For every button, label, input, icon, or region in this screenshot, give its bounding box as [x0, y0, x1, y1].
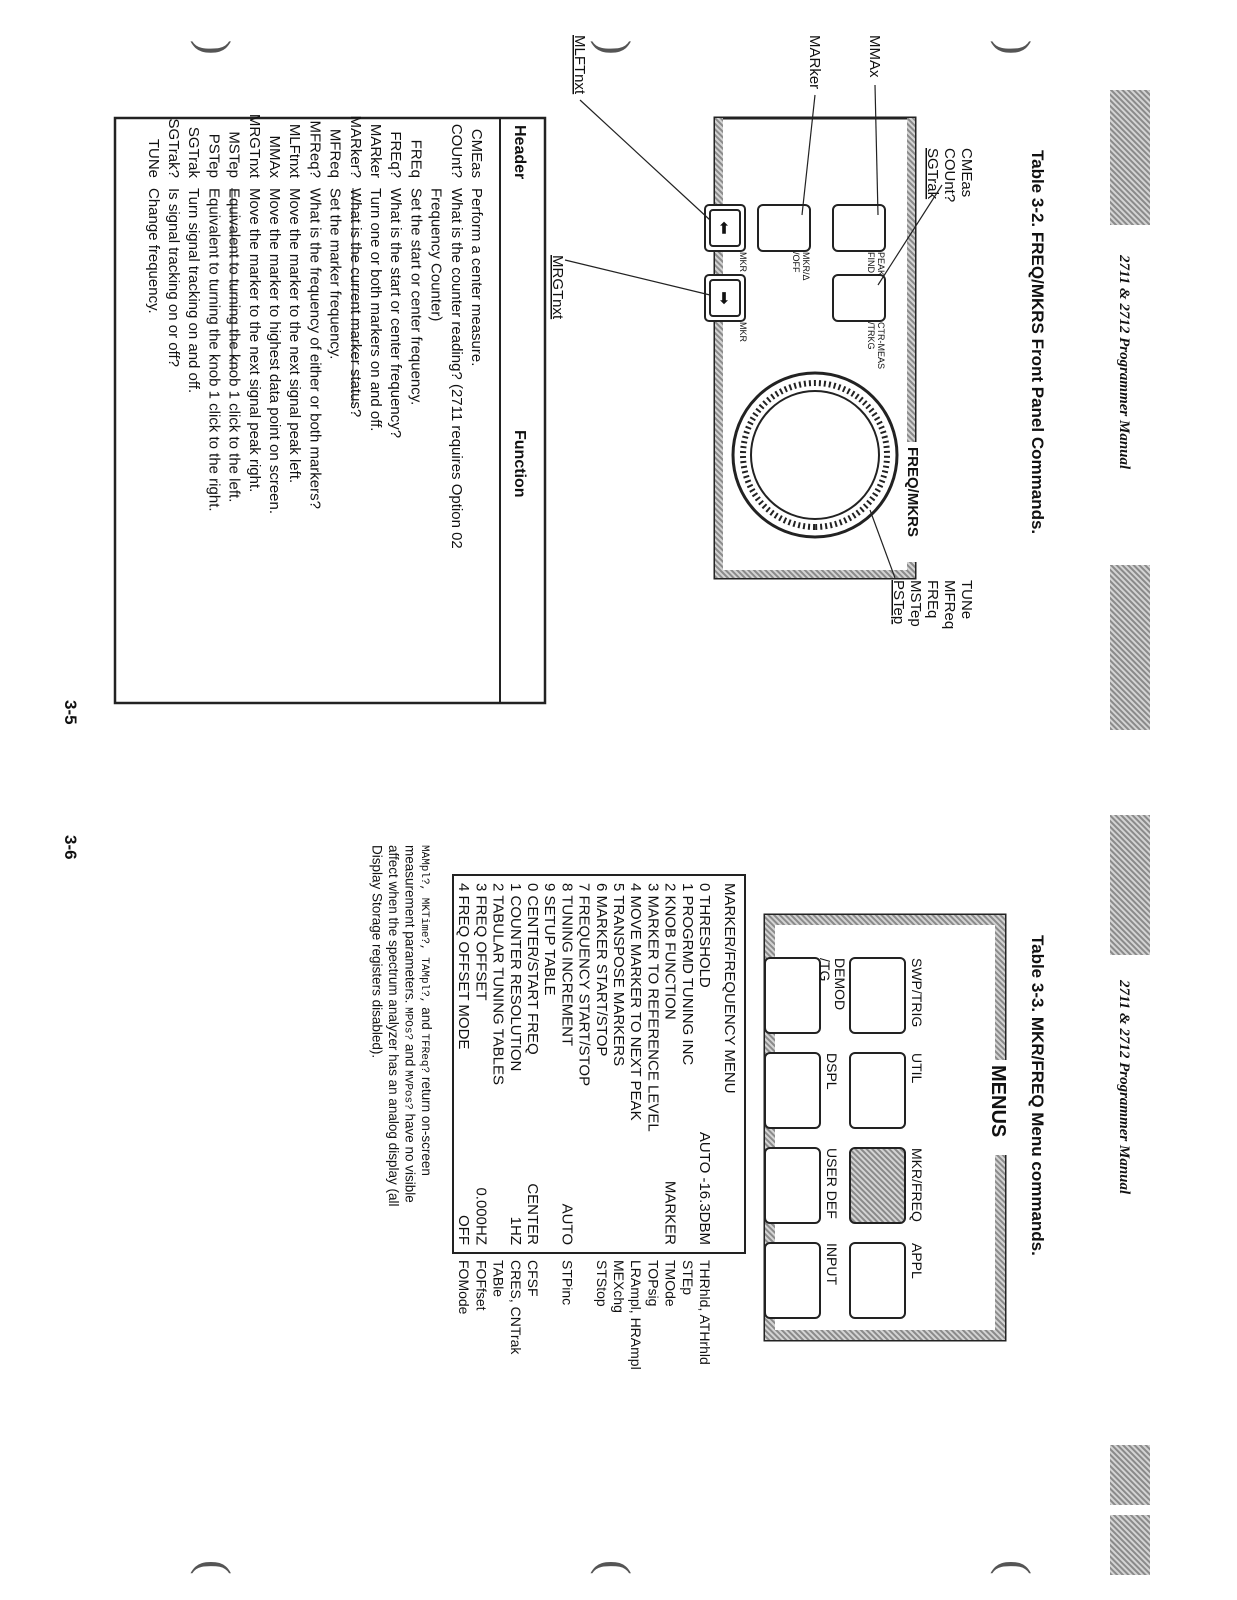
- menu-item: 2 TABULAR TUNING TABLES: [489, 883, 507, 1086]
- menu-item: 5 TRANSPOSE MARKERS: [610, 883, 627, 1067]
- header-stripe-right: [1110, 1445, 1150, 1505]
- leader-mrgtnxt: [565, 260, 710, 295]
- row-function: Set the marker frequency.: [326, 188, 344, 360]
- menu-key-label: DSPL: [824, 1053, 840, 1090]
- page-3-5: [61, 35, 1150, 730]
- menu-key[interactable]: [850, 1053, 905, 1128]
- binding-hole-mark: ): [190, 40, 239, 55]
- binding-hole-mark: (: [990, 1560, 1039, 1575]
- diagram-right-label: PSTep: [890, 580, 907, 625]
- menu-key[interactable]: [765, 958, 820, 1033]
- menu-item-value: CENTER: [524, 1183, 541, 1245]
- row-function: Move the marker to the next signal peak right.: [245, 188, 263, 493]
- menu-item: 0 THRESHOLD: [696, 883, 713, 988]
- diagram-right-label: TUNe: [958, 580, 975, 620]
- menu-item-value: AUTO: [558, 1203, 576, 1245]
- header-col: Header: [511, 125, 528, 180]
- menu-command: THRhld, ATHrhld: [697, 1260, 713, 1365]
- row-header: MFReq?: [306, 120, 324, 178]
- menu-item-value: MARKER: [661, 1180, 679, 1245]
- ctr-meas-key[interactable]: [833, 275, 885, 321]
- key-label: /OFF: [791, 252, 801, 273]
- note-line: MAMpl?, MKTime?, TAMpl?, and TFReq? return on-screen: [418, 845, 434, 1176]
- note-line: measurement parameters. MPOs? and MVPos? have no visible: [401, 845, 418, 1203]
- header-stripe-left: [1110, 815, 1150, 955]
- panel-hatch-bottom: [715, 118, 723, 578]
- menu-command: TABle: [490, 1260, 507, 1298]
- note-line: affect when the spectrum analyzer has an analog display (all: [386, 845, 401, 1207]
- binding-hole-mark: (: [190, 1560, 239, 1575]
- diagram-right-label: FREq: [924, 580, 941, 619]
- row-function: What is the current marker status?: [346, 188, 364, 418]
- menu-key-label: DEMOD: [832, 958, 848, 1011]
- menu-command: TOPsig: [645, 1260, 662, 1307]
- menu-item-value: 1HZ: [506, 1216, 524, 1245]
- row-function: Move the marker to highest data point on screen.: [266, 188, 283, 515]
- menu-key-label: INPUT: [824, 1243, 840, 1285]
- menu-item: 6 MARKER START/STOP: [592, 883, 610, 1057]
- note-line: Display Storage registers disabled).: [369, 845, 385, 1059]
- row-header: MARker: [367, 123, 384, 178]
- binding-hole-mark: (: [590, 1560, 639, 1575]
- row-function: Perform a center measure.: [468, 188, 485, 367]
- row-function: What is the counter reading? (2711 requires Option 02: [447, 188, 465, 549]
- header-stripe-far: [1110, 1515, 1150, 1575]
- menu-key-label: APPL: [909, 1243, 925, 1279]
- menu-item: 3 MARKER TO REFERENCE LEVEL: [644, 883, 662, 1132]
- key-label: /TRKG: [866, 322, 876, 350]
- tuning-knob[interactable]: [733, 373, 897, 537]
- row-function: Is signal tracking on or off?: [165, 188, 182, 367]
- menu-item: 1 PROGRMD TUNING INC: [678, 883, 696, 1066]
- menu-command: CFSF: [525, 1260, 541, 1297]
- row-function: Change frequency.: [144, 188, 162, 314]
- menu-item: 7 FREQUENCY START/STOP: [575, 883, 593, 1087]
- key-label: MKR: [738, 322, 748, 342]
- row-header: MSTep: [225, 131, 243, 178]
- diagram-top-label: CMEas: [958, 148, 975, 198]
- binding-hole-mark: ): [990, 40, 1039, 55]
- row-function: Turn one or both markers on and off.: [367, 188, 384, 432]
- arrow-right-icon: ➡: [715, 291, 732, 305]
- diagram-right-label: MFReq: [941, 580, 958, 630]
- menu-command: CRES, CNTrak: [507, 1260, 524, 1355]
- label-marker: MARker: [806, 35, 823, 90]
- label-mmax: MMAx: [866, 35, 883, 78]
- key-label: FIND: [866, 252, 876, 273]
- header-stripe-left: [1110, 90, 1150, 225]
- menu-title: MARKER/FREQUENCY MENU: [721, 883, 738, 1094]
- row-header: MFReq: [326, 128, 344, 178]
- row-header: MMAx: [266, 135, 283, 178]
- row-header: MLFtnxt: [286, 123, 304, 178]
- row-header: MRGTnxt: [245, 113, 263, 178]
- row-function: Equivalent to turning the knob 1 click to the right.: [205, 188, 223, 512]
- key-label: PEAK: [876, 252, 886, 277]
- menu-item: 9 SETUP TABLE: [541, 883, 559, 996]
- menu-command: FOMode: [456, 1260, 473, 1315]
- key-label: MKR: [738, 252, 748, 272]
- menu-item: 1 COUNTER RESOLUTION: [506, 883, 524, 1072]
- menu-command: LRAmpl, HRAmpl: [628, 1260, 645, 1370]
- menu-command: STEp: [679, 1260, 696, 1296]
- row-function: Turn signal tracking on and off.: [185, 188, 203, 394]
- row-function: Equivalent to turning the knob 1 click to the left.: [225, 188, 243, 503]
- menus-hatch-left: [765, 915, 1005, 925]
- row-header: CMEas: [468, 128, 485, 178]
- row-header: FREq: [407, 139, 425, 178]
- menu-key-label: SWP/TRIG: [909, 958, 925, 1028]
- row-function: What is the frequency of either or both markers?: [306, 188, 324, 509]
- menu-key-label: USER DEF: [824, 1148, 840, 1219]
- header-stripe-right: [1110, 565, 1150, 730]
- key-label: CTR-MEAS: [876, 322, 886, 369]
- menu-item: 8 TUNING INCREMENT: [558, 883, 576, 1047]
- table-title: Table 3-3. MKR/FREQ Menu commands.: [1028, 935, 1047, 1256]
- menu-key[interactable]: [850, 1243, 905, 1318]
- row-header: COUnt?: [447, 123, 465, 178]
- panel-name: FREQ/MKRS: [904, 447, 921, 537]
- row-function: Frequency Counter): [427, 188, 445, 322]
- running-head: 2711 & 2712 Programmer Manual: [1116, 980, 1132, 1195]
- leader-mlftnxt: [580, 100, 710, 220]
- menu-item: 4 MOVE MARKER TO NEXT PEAK: [627, 883, 645, 1121]
- menu-item: 0 CENTER/START FREQ: [524, 883, 541, 1055]
- menu-item-value: AUTO -16.3DBM: [696, 1131, 713, 1245]
- panel-hatch-right: [715, 570, 915, 578]
- row-function: Move the marker to the next signal peak left.: [286, 188, 304, 484]
- arrow-left-icon: ⬅: [715, 221, 732, 235]
- binding-hole-mark: ): [590, 40, 639, 55]
- menus-hatch-right: [765, 1330, 1005, 1340]
- running-head: 2711 & 2712 Programmer Manual: [1116, 255, 1132, 470]
- menus-title: MENUS: [987, 1065, 1009, 1138]
- page-number: 3-6: [61, 835, 80, 860]
- row-header: TUNe: [144, 138, 162, 178]
- diagram-top-label: COUnt?: [941, 148, 958, 203]
- page-3-6: [61, 815, 1150, 1575]
- menu-command: FOFfset: [473, 1260, 490, 1311]
- menu-key-label: /TG: [817, 958, 833, 982]
- menu-item: 3 FREQ OFFSET: [472, 883, 490, 1001]
- row-header: SGTrak: [185, 126, 203, 178]
- menu-item: 4 FREQ OFFSET MODE: [455, 883, 473, 1050]
- menu-key-label: MKR/FREQ: [909, 1148, 925, 1222]
- menu-item-value: OFF: [455, 1215, 473, 1245]
- menu-command: MEXchg: [611, 1260, 627, 1313]
- function-col: Function: [511, 430, 528, 498]
- diagram-right-label: MSTep: [907, 580, 924, 627]
- row-header: SGTrak?: [165, 118, 182, 178]
- menu-command: TMOde: [662, 1260, 679, 1307]
- menu-key[interactable]: [850, 958, 905, 1033]
- menu-item: 2 KNOB FUNCTION: [661, 883, 679, 1020]
- row-header: MARker?: [346, 115, 364, 178]
- menu-key[interactable]: [850, 1148, 905, 1223]
- label-mrgtnxt: MRGTnxt: [549, 255, 566, 320]
- menu-key-label: UTIL: [909, 1053, 925, 1084]
- page-number: 3-5: [61, 700, 80, 725]
- menu-command: STPinc: [559, 1260, 576, 1306]
- table-title: Table 3-2. FREQ/MKRS Front Panel Commands.: [1028, 150, 1047, 535]
- row-function: What is the start or center frequency?: [387, 188, 405, 439]
- menu-key[interactable]: [765, 1243, 820, 1318]
- menu-command: STStop: [593, 1260, 610, 1307]
- peak-find-key[interactable]: [833, 205, 885, 251]
- label-mlftnxt: MLFTnxt: [571, 35, 588, 95]
- row-header: PSTep: [205, 133, 223, 178]
- row-header: FREq?: [387, 131, 405, 178]
- diagram-top-label: SGTrak: [924, 148, 941, 200]
- menu-item-value: 0.000HZ: [472, 1187, 490, 1245]
- row-function: Set the start or center frequency.: [407, 188, 425, 406]
- key-label: MKR/Δ: [801, 252, 811, 281]
- menu-key[interactable]: [765, 1053, 820, 1128]
- menu-key[interactable]: [765, 1148, 820, 1223]
